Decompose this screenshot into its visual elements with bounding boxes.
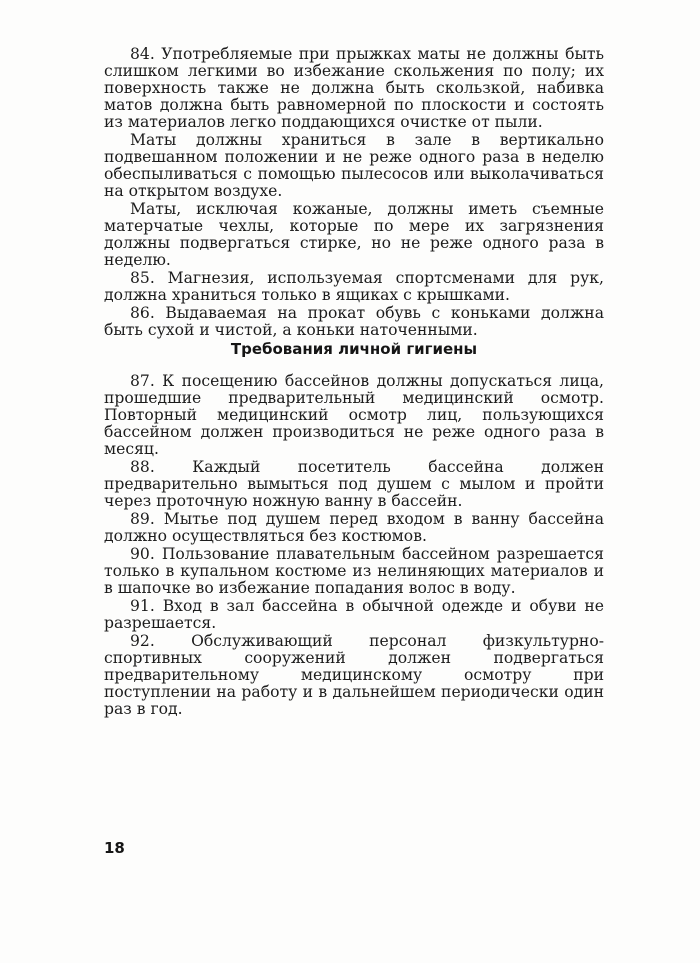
paragraph-86: 86. Выдаваемая на прокат обувь с коньками должна быть сухой и чистой, а коньки наточенными. xyxy=(104,304,604,339)
paragraph-mats-covers: Маты, исключая кожаные, должны иметь съемные матерчатые чехлы, которые по мере их загрязнения должны подвергаться стирке, но не реже одного раза в неделю. xyxy=(104,200,604,269)
paragraph-85: 85. Магнезия, используемая спортсменами для рук, должна храниться только в ящиках с крышками. xyxy=(104,269,604,304)
paragraph-89: 89. Мытье под душем перед входом в ванну бассейна должно осуществляться без костюмов. xyxy=(104,510,604,545)
paragraph-88: 88. Каждый посетитель бассейна должен предварительно вымыться под душем с мылом и пройти через проточную ножную ванну в бассейн. xyxy=(104,458,604,510)
paragraph-mats-storage: Маты должны храниться в зале в вертикально подвешанном положении и не реже одного раза в неделю обеспыливаться с помощью пылесосов или выколачиваться на открытом воздухе. xyxy=(104,131,604,200)
rules-section-equipment xyxy=(104,46,604,340)
paragraph-84: 84. Употребляемые при прыжках маты не должны быть слишком легкими во избежание скольжения по полу; их поверхность также не должна быть скользкой, набивка матов должна быть равномерной по плоскости и состоять из материалов легко поддающихся очистке от пыли. xyxy=(104,45,604,131)
section-heading: Требования личной гигиены xyxy=(230,340,478,358)
paragraph-91: 91. Вход в зал бассейна в обычной одежде и обуви не разрешается. xyxy=(104,597,604,632)
rules-section-hygiene xyxy=(104,373,604,719)
paragraph-87: 87. К посещению бассейнов должны допускаться лица, прошедшие предварительный медицинский осмотр. Повторный медицинский осмотр лиц, пользующихся бассейном должен производиться не реже одного раза в месяц. xyxy=(104,372,604,458)
paragraph-90: 90. Пользование плавательным бассейном разрешается только в купальном костюме из нелиняющих материалов и в шапочке во избежание попадания волос в воду. xyxy=(104,545,604,597)
page-number: 18 xyxy=(104,839,125,857)
paragraph-92: 92. Обслуживающий персонал физкультурно-спортивных сооружений должен подвергаться предварительному медицинскому осмотру при поступлении на работу и в дальнейшем периодически один раз в год. xyxy=(104,632,604,718)
